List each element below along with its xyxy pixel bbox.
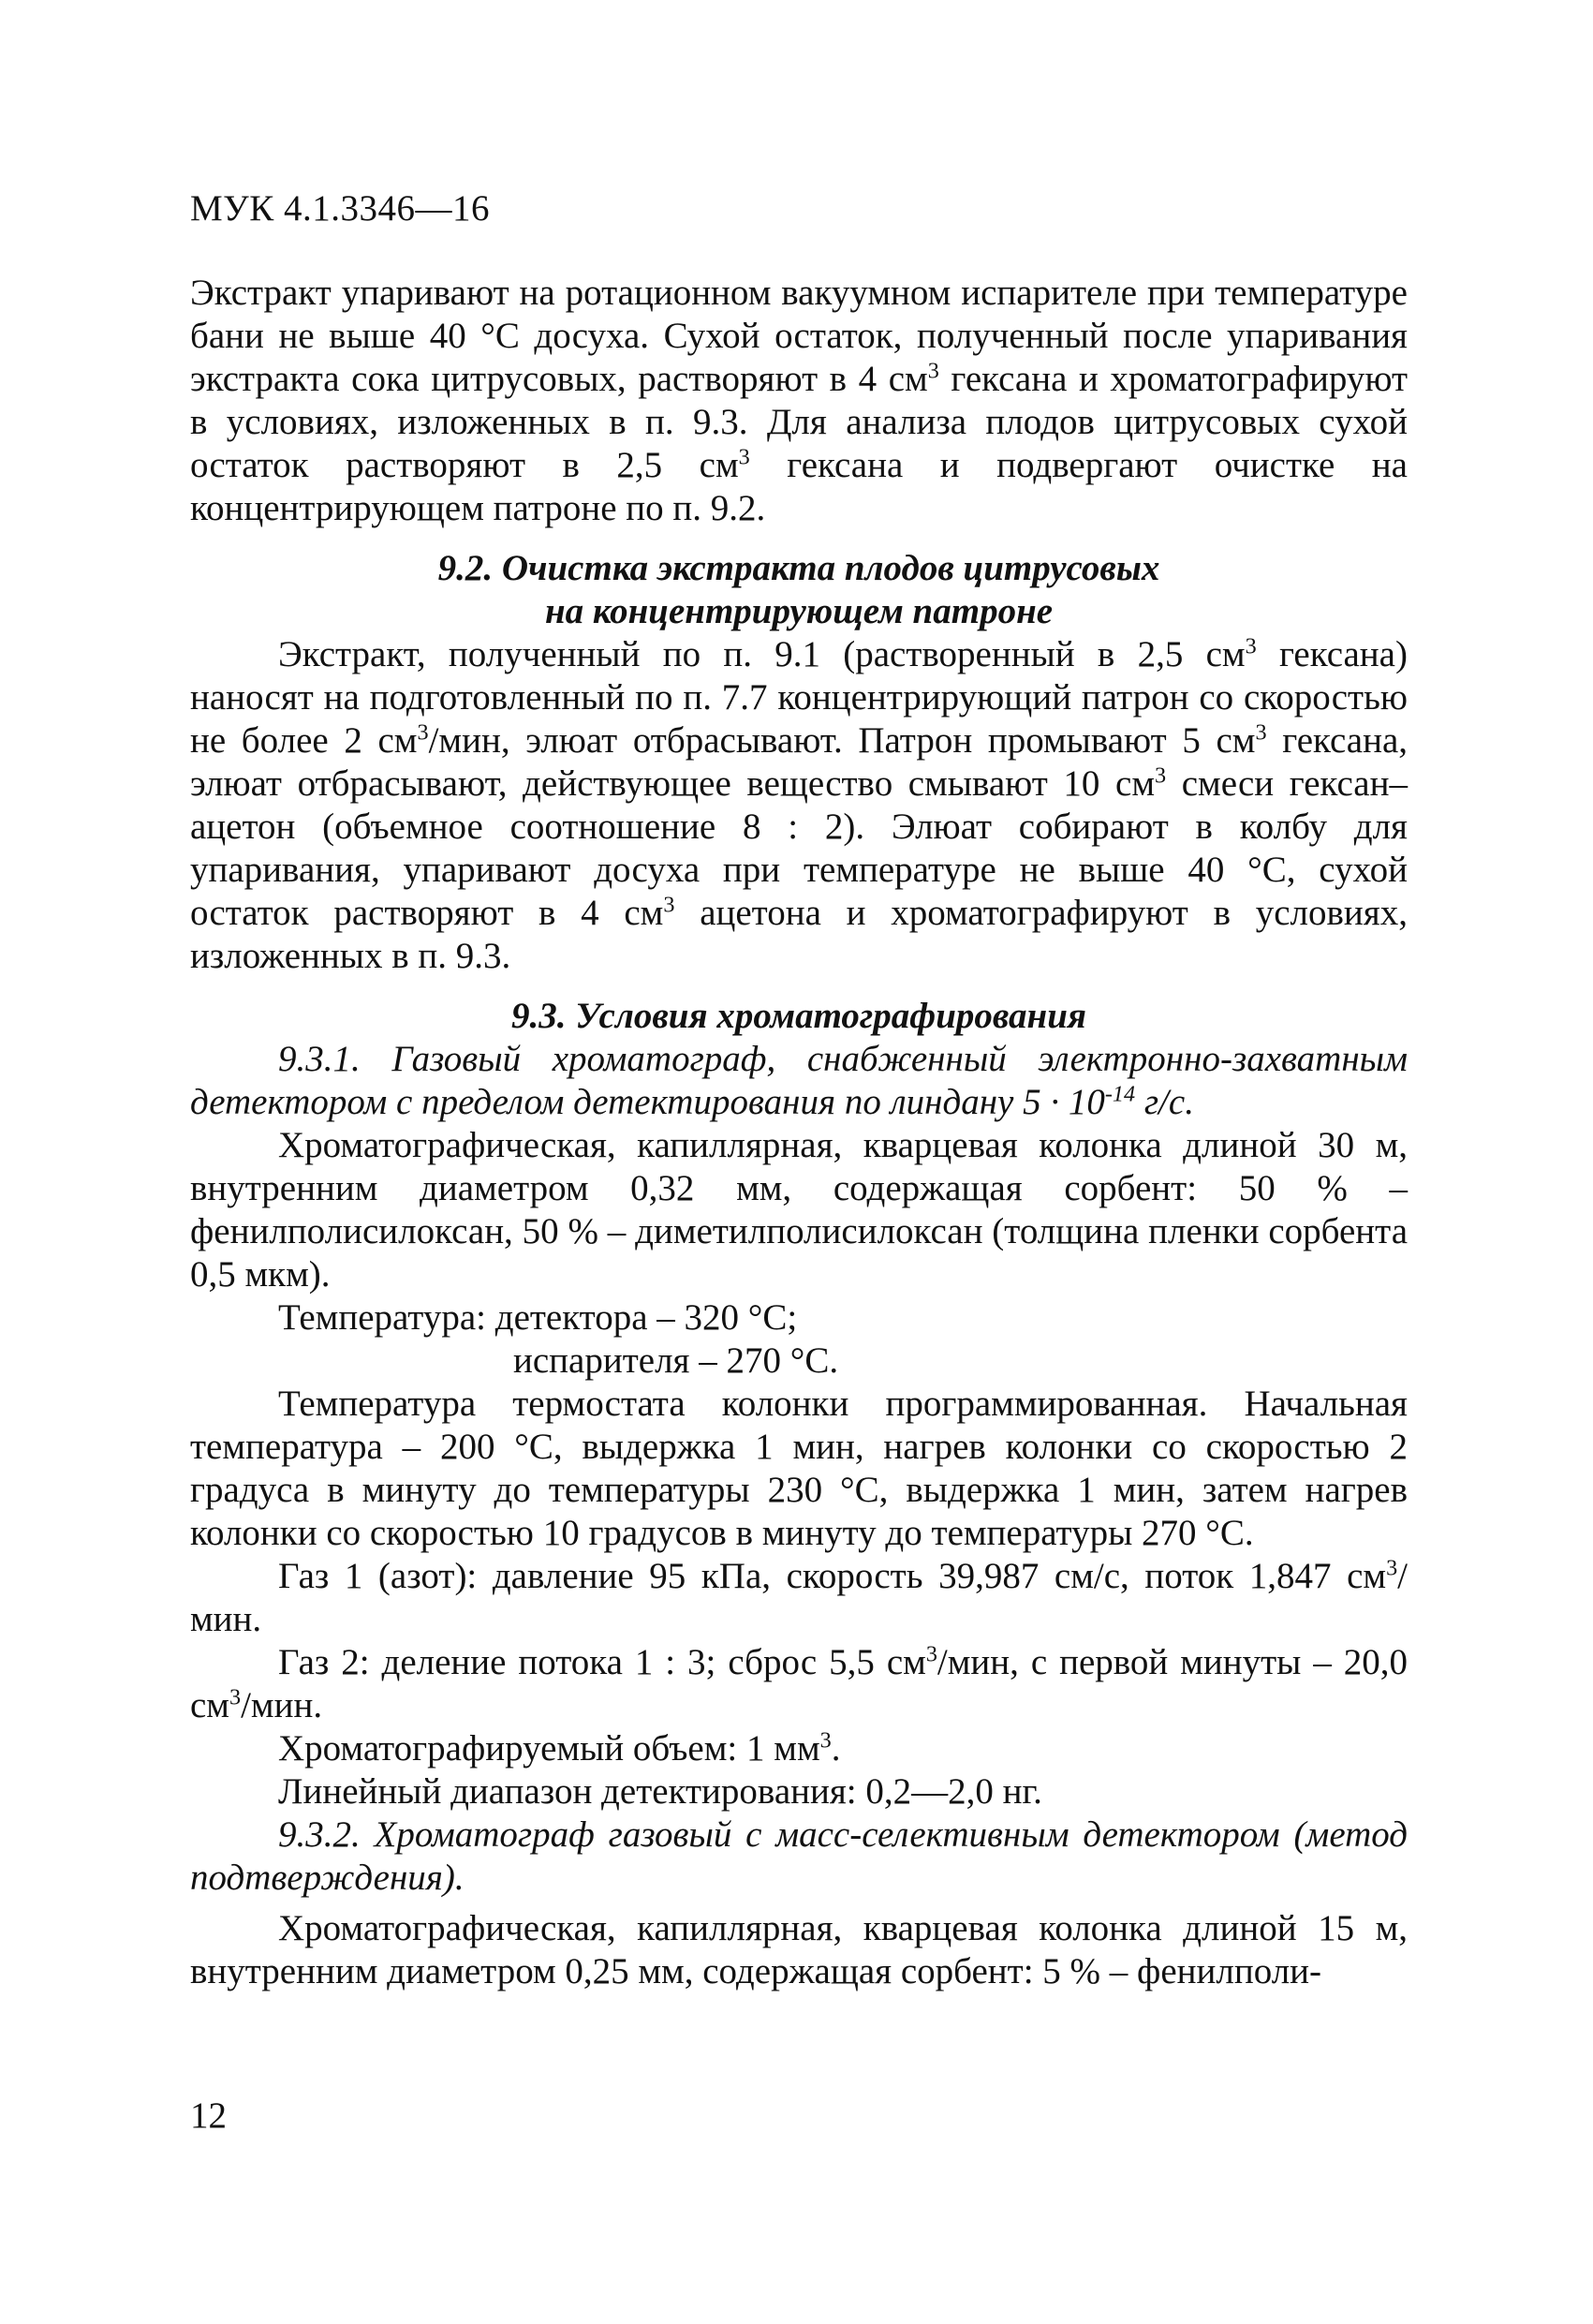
section-heading-9-2-line2: на концентрирующем патроне [544, 591, 1054, 631]
paragraph-column-spec-2: Хроматографическая, капиллярная, кварцевая колонка длиной 15 м, внутренним диаметром 0,25 мм, содержащая сорбент: 5 % – фенилполи- [190, 1908, 1408, 1991]
superscript: 3 [663, 892, 675, 918]
text-run: Хроматографируемый объем: 1 мм [278, 1728, 820, 1769]
paragraph-thermostat-program: Температура термостата колонки программированная. Начальная температура – 200 °С, выдержка 1 мин, нагрев колонки со скоростью 2 градуса в минуту до температуры 230 °С, выдержка 1 мин, затем нагрев колонки со скоростью 10 градусов в минуту до температуры 270 °С. [190, 1384, 1408, 1553]
text-run: гексана) наносят на подготовленный по п. 7.7 концентрирующий патрон со скоростью не более 2 см [190, 634, 1408, 761]
section-heading-9-2-line1: 9.2. Очистка экстракта плодов цитрусовых [437, 548, 1160, 588]
text-run: г/с. [1135, 1082, 1194, 1122]
superscript: 3 [927, 358, 939, 384]
superscript: 3 [738, 444, 750, 470]
superscript: 3 [1386, 1555, 1398, 1581]
temperature-detector: Температура: детектора – 320 °С; [278, 1297, 798, 1338]
paragraph-gas-2 [190, 1641, 1408, 1727]
text-run: Экстракт, полученный по п. 9.1 (растворенный в 2,5 см [278, 634, 1246, 674]
temperature-evaporator: испарителя – 270 °С. [513, 1340, 839, 1381]
text-run: смеси гексан–ацетон (объемное соотношение 8 : 2). Элюат собирают в колбу для упаривания, упаривают досуха при температуре не выше 40 °С, сухой остаток растворяют в 4 см [190, 763, 1408, 933]
section-heading-9-3: 9.3. Условия хроматографирования [511, 996, 1086, 1036]
text-run: /мин, с первой минуты – 20,0 см [190, 1642, 1408, 1725]
text-run: гексана и подвергают очистке на концентрирующем патроне по п. 9.2. [190, 445, 1408, 528]
text-run: /мин. [241, 1685, 323, 1725]
text-run: /мин, элюат отбрасывают. Патрон промывают 5 см [428, 720, 1256, 761]
superscript: 3 [925, 1641, 937, 1667]
section-heading-9-2 [190, 547, 1408, 633]
superscript: 3 [1255, 719, 1267, 746]
text-run: Экстракт упаривают на ротационном вакуумном испарителе при температуре бани не выше 40 °С досуха. Сухой остаток, полученный после упаривания экстракта сока цитрусовых, растворяют в 4 см [190, 273, 1408, 399]
text-run: ацетона и хроматографируют в условиях, изложенных в п. 9.3. [190, 893, 1408, 976]
document-body [190, 272, 1408, 1993]
superscript: 3 [1155, 762, 1167, 789]
text-run: . [831, 1728, 841, 1769]
superscript: 3 [229, 1684, 242, 1710]
paragraph-linear-range: Линейный диапазон детектирования: 0,2—2,0 нг. [278, 1771, 1042, 1812]
paragraph-gas-1 [190, 1555, 1408, 1641]
paragraph-cartridge-cleanup [190, 633, 1408, 978]
document-code-header: МУК 4.1.3346—16 [190, 188, 491, 229]
text-run: /мин. [190, 1556, 1408, 1639]
text-run: 9.3.1. Газовый хроматограф, снабженный электронно-захватным детектором с пределом детектирования по линдану 5 · 10 [190, 1039, 1408, 1122]
text-run: Газ 2: деление потока 1 : 3; сброс 5,5 см [278, 1642, 926, 1682]
superscript: 3 [1245, 633, 1257, 659]
text-run: Газ 1 (азот): давление 95 кПа, скорость 39,987 см/с, поток 1,847 см [278, 1556, 1387, 1596]
text-run: гексана и хроматографируют в условиях, изложенных в п. 9.3. Для анализа плодов цитрусовых сухой остаток растворяют в 2,5 см [190, 359, 1409, 485]
superscript: 3 [417, 719, 429, 746]
paragraph-injection-volume [190, 1727, 1408, 1770]
text-run: гексана, элюат отбрасывают, действующее вещество смывают 10 см [190, 720, 1409, 804]
superscript-exponent: -14 [1104, 1081, 1136, 1107]
paragraph-9-3-2: 9.3.2. Хроматограф газовый с масс-селективным детектором (метод подтверждения). [190, 1814, 1408, 1898]
paragraph-column-spec: Хроматографическая, капиллярная, кварцевая колонка длиной 30 м, внутренним диаметром 0,32 мм, содержащая сорбент: 50 % – фенилполисилоксан, 50 % – диметилполисилоксан (толщина пленки сорбента 0,5 мкм). [190, 1125, 1408, 1295]
superscript: 3 [819, 1727, 832, 1754]
paragraph-9-3-1 [190, 1038, 1408, 1124]
paragraph-extract-evaporation [190, 272, 1408, 530]
page-number: 12 [190, 2095, 227, 2136]
